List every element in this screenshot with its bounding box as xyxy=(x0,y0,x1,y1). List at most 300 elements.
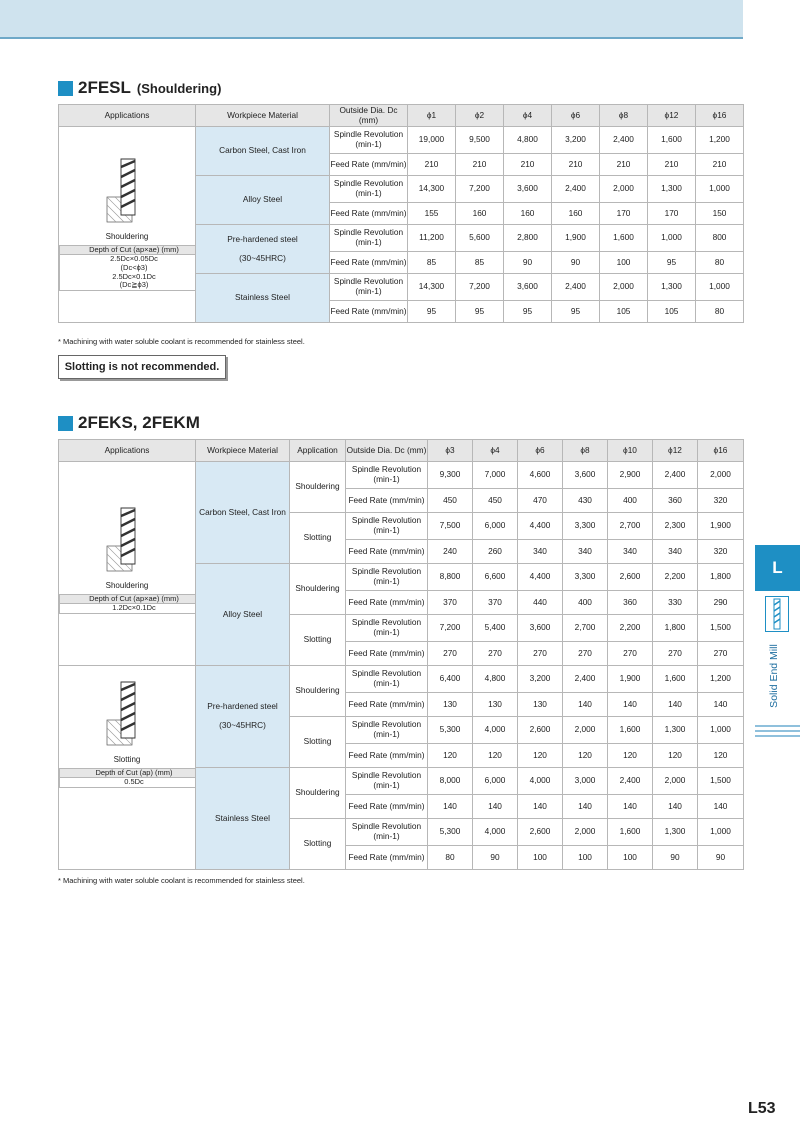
material-name: Pre-hardened steel xyxy=(227,233,298,244)
header-band xyxy=(0,0,743,39)
value-cell: 140 xyxy=(608,795,653,819)
col-material: Workpiece Material xyxy=(196,105,330,127)
value-cell: 4,800 xyxy=(473,666,518,693)
value-cell: 2,400 xyxy=(563,666,608,693)
value-cell: 1,600 xyxy=(600,225,648,252)
value-cell: 1,200 xyxy=(698,666,744,693)
value-cell: 100 xyxy=(563,846,608,870)
feed-label-cell xyxy=(346,795,428,819)
value-cell: 6,600 xyxy=(473,564,518,591)
value-cell: 90 xyxy=(698,846,744,870)
dia-header: ϕ1 xyxy=(408,105,456,127)
shouldering-illustration xyxy=(59,157,195,230)
value-cell: 140 xyxy=(608,693,653,717)
value-cell: 2,000 xyxy=(653,768,698,795)
page-number: L53 xyxy=(748,1100,776,1117)
value-cell: 2,200 xyxy=(608,615,653,642)
spindle-label-cell xyxy=(346,462,428,489)
material-name: Stainless Steel xyxy=(215,812,270,823)
value-cell: 7,200 xyxy=(456,176,504,203)
value-cell: 140 xyxy=(518,795,563,819)
value-cell: 1,600 xyxy=(653,666,698,693)
value-cell: 800 xyxy=(696,225,744,252)
material-cell xyxy=(196,768,290,870)
feed-label-cell xyxy=(346,540,428,564)
value-cell: 3,300 xyxy=(563,513,608,540)
application-name: Shouldering xyxy=(295,481,340,492)
value-cell: 140 xyxy=(698,693,744,717)
material-name: Alloy Steel xyxy=(242,194,283,205)
value-cell: 95 xyxy=(648,252,696,274)
value-cell: 80 xyxy=(428,846,473,870)
dia-header: ϕ8 xyxy=(600,105,648,127)
value-cell: 2,300 xyxy=(653,513,698,540)
material-name: Pre-hardened steel xyxy=(207,701,278,712)
value-cell: 90 xyxy=(653,846,698,870)
depth-header: Depth of Cut (ap) (mm) xyxy=(60,768,209,778)
value-cell: 170 xyxy=(600,203,648,225)
value-cell: 1,500 xyxy=(698,768,744,795)
dia-header: ϕ4 xyxy=(473,440,518,462)
value-cell: 140 xyxy=(653,795,698,819)
value-cell: 2,000 xyxy=(563,819,608,846)
value-cell: 1,000 xyxy=(698,717,744,744)
value-cell: 330 xyxy=(653,591,698,615)
value-cell: 2,000 xyxy=(600,274,648,301)
end-mill-icon xyxy=(765,596,789,632)
depth-header: Depth of Cut (ap×ae) (mm) xyxy=(60,245,209,255)
feed-label-cell xyxy=(330,252,408,274)
illus-caption: Shouldering xyxy=(105,580,149,590)
material-hardness: (30~45HRC) xyxy=(239,252,286,263)
feed-label: Feed Rate (mm/min) xyxy=(348,545,425,556)
value-cell: 5,300 xyxy=(428,819,473,846)
value-cell: 340 xyxy=(563,540,608,564)
spindle-label: Spindle Revolution xyxy=(333,276,404,287)
value-cell: 340 xyxy=(608,540,653,564)
spindle-unit: (min-1) xyxy=(373,729,400,739)
value-cell: 9,500 xyxy=(456,127,504,154)
section1-code: 2FESL xyxy=(78,78,131,97)
depth-of-cut-box xyxy=(59,594,209,614)
depth-header: Depth of Cut (ap×ae) (mm) xyxy=(60,594,209,604)
value-cell: 1,000 xyxy=(696,176,744,203)
spindle-label-cell xyxy=(346,768,428,795)
value-cell: 14,300 xyxy=(408,274,456,301)
value-cell: 2,600 xyxy=(518,819,563,846)
application-cell xyxy=(290,717,346,768)
feed-label: Feed Rate (mm/min) xyxy=(348,800,425,811)
value-cell: 80 xyxy=(696,252,744,274)
application-name: Shouldering xyxy=(295,685,340,696)
table-row xyxy=(59,127,744,154)
value-cell: 95 xyxy=(408,301,456,323)
value-cell: 1,900 xyxy=(608,666,653,693)
value-cell: 1,500 xyxy=(698,615,744,642)
value-cell: 270 xyxy=(653,642,698,666)
spindle-label: Spindle Revolution xyxy=(333,178,404,189)
value-cell: 5,600 xyxy=(456,225,504,252)
value-cell: 120 xyxy=(698,744,744,768)
value-cell: 1,200 xyxy=(696,127,744,154)
side-tab-l[interactable]: L xyxy=(755,545,800,591)
value-cell: 140 xyxy=(563,693,608,717)
illus-caption: Shouldering xyxy=(105,231,149,241)
value-cell: 155 xyxy=(408,203,456,225)
value-cell: 100 xyxy=(518,846,563,870)
application-name: Slotting xyxy=(303,838,332,849)
value-cell: 85 xyxy=(456,252,504,274)
material-name: Carbon Steel, Cast Iron xyxy=(199,506,286,517)
value-cell: 360 xyxy=(608,591,653,615)
value-cell: 2,900 xyxy=(608,462,653,489)
value-cell: 1,600 xyxy=(648,127,696,154)
value-cell: 1,800 xyxy=(698,564,744,591)
material-hardness: (30~45HRC) xyxy=(219,720,266,731)
value-cell: 270 xyxy=(428,642,473,666)
value-cell: 7,500 xyxy=(428,513,473,540)
value-cell: 105 xyxy=(648,301,696,323)
feed-label: Feed Rate (mm/min) xyxy=(348,749,425,760)
feed-label: Feed Rate (mm/min) xyxy=(330,256,407,267)
application-cell xyxy=(290,462,346,513)
value-cell: 2,400 xyxy=(653,462,698,489)
value-cell: 3,600 xyxy=(563,462,608,489)
value-cell: 1,000 xyxy=(698,819,744,846)
value-cell: 120 xyxy=(428,744,473,768)
material-cell xyxy=(196,564,290,666)
value-cell: 90 xyxy=(552,252,600,274)
value-cell: 19,000 xyxy=(408,127,456,154)
value-cell: 1,000 xyxy=(648,225,696,252)
value-cell: 4,000 xyxy=(518,768,563,795)
section-marker-icon xyxy=(58,416,73,431)
value-cell: 2,700 xyxy=(608,513,653,540)
dia-header: ϕ16 xyxy=(696,105,744,127)
spindle-unit: (min-1) xyxy=(373,525,400,535)
value-cell: 370 xyxy=(428,591,473,615)
material-name: Carbon Steel, Cast Iron xyxy=(219,145,306,156)
value-cell: 290 xyxy=(698,591,744,615)
spindle-label-cell xyxy=(346,819,428,846)
depth-cond: (Dc<ϕ3) xyxy=(120,262,148,272)
value-cell: 3,000 xyxy=(563,768,608,795)
dia-header: ϕ6 xyxy=(552,105,600,127)
feed-label-cell xyxy=(346,693,428,717)
feed-label: Feed Rate (mm/min) xyxy=(348,596,425,607)
value-cell: 85 xyxy=(408,252,456,274)
value-cell: 1,600 xyxy=(608,819,653,846)
value-cell: 400 xyxy=(563,591,608,615)
depth-value: 2.5Dc×0.1Dc xyxy=(112,271,156,281)
value-cell: 210 xyxy=(456,154,504,176)
value-cell: 1,800 xyxy=(653,615,698,642)
value-cell: 7,000 xyxy=(473,462,518,489)
application-name: Slotting xyxy=(303,634,332,645)
value-cell: 240 xyxy=(428,540,473,564)
value-cell: 2,000 xyxy=(698,462,744,489)
value-cell: 270 xyxy=(518,642,563,666)
value-cell: 370 xyxy=(473,591,518,615)
value-cell: 2,400 xyxy=(552,176,600,203)
value-cell: 7,200 xyxy=(428,615,473,642)
col-applications: Applications xyxy=(59,105,196,127)
value-cell: 210 xyxy=(600,154,648,176)
value-cell: 4,000 xyxy=(473,717,518,744)
value-cell: 1,300 xyxy=(648,176,696,203)
spindle-label-cell xyxy=(346,564,428,591)
slotting-not-recommended: Slotting is not recommended. xyxy=(58,355,226,379)
value-cell: 120 xyxy=(518,744,563,768)
value-cell: 100 xyxy=(600,252,648,274)
feed-label-cell xyxy=(346,642,428,666)
value-cell: 140 xyxy=(428,795,473,819)
value-cell: 120 xyxy=(653,744,698,768)
feed-label-cell xyxy=(346,591,428,615)
spindle-label: Spindle Revolution xyxy=(333,129,404,140)
value-cell: 160 xyxy=(456,203,504,225)
spindle-unit: (min-1) xyxy=(355,188,382,198)
value-cell: 270 xyxy=(473,642,518,666)
value-cell: 3,200 xyxy=(518,666,563,693)
spindle-unit: (min-1) xyxy=(355,286,382,296)
feed-label-cell xyxy=(346,489,428,513)
value-cell: 140 xyxy=(473,795,518,819)
feed-label-cell xyxy=(330,203,408,225)
value-cell: 4,600 xyxy=(518,462,563,489)
material-cell xyxy=(196,666,290,768)
value-cell: 160 xyxy=(504,203,552,225)
depth-value: 0.5Dc xyxy=(60,778,209,788)
spindle-label: Spindle Revolution xyxy=(351,464,422,475)
value-cell: 360 xyxy=(653,489,698,513)
value-cell: 450 xyxy=(473,489,518,513)
value-cell: 90 xyxy=(473,846,518,870)
col-application: Application xyxy=(290,440,346,462)
value-cell: 105 xyxy=(600,301,648,323)
shouldering-illustration xyxy=(59,506,195,579)
application-cell xyxy=(290,819,346,870)
feed-label-cell xyxy=(346,846,428,870)
end-mill-icon xyxy=(97,157,157,227)
value-cell: 210 xyxy=(648,154,696,176)
applications-cell xyxy=(59,127,196,323)
table-2feks xyxy=(58,439,744,870)
value-cell: 6,400 xyxy=(428,666,473,693)
value-cell: 270 xyxy=(563,642,608,666)
value-cell: 8,000 xyxy=(428,768,473,795)
value-cell: 320 xyxy=(698,489,744,513)
spindle-label: Spindle Revolution xyxy=(351,821,422,832)
material-cell xyxy=(196,225,330,274)
depth-cond: (Dc≧ϕ3) xyxy=(119,280,149,290)
value-cell: 120 xyxy=(473,744,518,768)
feed-label-cell xyxy=(346,744,428,768)
feed-label: Feed Rate (mm/min) xyxy=(348,494,425,505)
value-cell: 7,200 xyxy=(456,274,504,301)
value-cell: 3,600 xyxy=(504,176,552,203)
spindle-label-cell xyxy=(346,513,428,540)
value-cell: 2,600 xyxy=(608,564,653,591)
value-cell: 90 xyxy=(504,252,552,274)
feed-label: Feed Rate (mm/min) xyxy=(348,647,425,658)
dia-header: ϕ12 xyxy=(648,105,696,127)
value-cell: 340 xyxy=(653,540,698,564)
value-cell: 210 xyxy=(504,154,552,176)
material-name: Alloy Steel xyxy=(222,608,263,619)
value-cell: 1,900 xyxy=(698,513,744,540)
value-cell: 4,400 xyxy=(518,513,563,540)
value-cell: 270 xyxy=(698,642,744,666)
spindle-label-cell xyxy=(346,717,428,744)
applications-cell-shouldering xyxy=(59,462,196,666)
end-mill-icon xyxy=(97,680,157,750)
depth-of-cut-box xyxy=(59,245,209,291)
spindle-label: Spindle Revolution xyxy=(351,515,422,526)
value-cell: 3,600 xyxy=(518,615,563,642)
dia-header: ϕ10 xyxy=(608,440,653,462)
material-cell xyxy=(196,462,290,564)
value-cell: 2,400 xyxy=(552,274,600,301)
feed-label: Feed Rate (mm/min) xyxy=(348,698,425,709)
value-cell: 2,400 xyxy=(608,768,653,795)
value-cell: 1,300 xyxy=(653,819,698,846)
value-cell: 100 xyxy=(608,846,653,870)
spindle-unit: (min-1) xyxy=(373,627,400,637)
material-cell xyxy=(196,274,330,323)
value-cell: 3,600 xyxy=(504,274,552,301)
value-cell: 95 xyxy=(552,301,600,323)
material-name: Stainless Steel xyxy=(235,292,290,303)
note-stainless: * Machining with water soluble coolant is recommended for stainless steel. xyxy=(58,337,305,346)
value-cell: 270 xyxy=(608,642,653,666)
value-cell: 130 xyxy=(518,693,563,717)
value-cell: 430 xyxy=(563,489,608,513)
value-cell: 130 xyxy=(473,693,518,717)
spindle-unit: (min-1) xyxy=(373,474,400,484)
value-cell: 9,300 xyxy=(428,462,473,489)
application-name: Shouldering xyxy=(295,583,340,594)
value-cell: 5,400 xyxy=(473,615,518,642)
material-cell xyxy=(196,127,330,176)
application-cell xyxy=(290,564,346,615)
spindle-unit: (min-1) xyxy=(355,237,382,247)
spindle-label: Spindle Revolution xyxy=(351,668,422,679)
col-material: Workpiece Material xyxy=(196,440,290,462)
value-cell: 2,400 xyxy=(600,127,648,154)
application-cell xyxy=(290,666,346,717)
value-cell: 95 xyxy=(504,301,552,323)
value-cell: 140 xyxy=(653,693,698,717)
feed-label: Feed Rate (mm/min) xyxy=(330,305,407,316)
value-cell: 14,300 xyxy=(408,176,456,203)
table-2fesl xyxy=(58,104,744,323)
spindle-label: Spindle Revolution xyxy=(351,770,422,781)
dia-header: ϕ4 xyxy=(504,105,552,127)
feed-label: Feed Rate (mm/min) xyxy=(330,158,407,169)
dia-header: ϕ16 xyxy=(698,440,744,462)
value-cell: 210 xyxy=(696,154,744,176)
value-cell: 11,200 xyxy=(408,225,456,252)
value-cell: 450 xyxy=(428,489,473,513)
value-cell: 1,300 xyxy=(648,274,696,301)
material-cell xyxy=(196,176,330,225)
spindle-label-cell xyxy=(346,666,428,693)
value-cell: 3,200 xyxy=(552,127,600,154)
side-stripes xyxy=(755,725,800,740)
applications-cell-slotting xyxy=(59,666,196,870)
spindle-unit: (min-1) xyxy=(373,678,400,688)
value-cell: 160 xyxy=(552,203,600,225)
value-cell: 170 xyxy=(648,203,696,225)
value-cell: 4,400 xyxy=(518,564,563,591)
col-applications: Applications xyxy=(59,440,196,462)
value-cell: 95 xyxy=(456,301,504,323)
application-cell xyxy=(290,615,346,666)
value-cell: 470 xyxy=(518,489,563,513)
table-row xyxy=(59,666,744,693)
feed-label-cell xyxy=(330,301,408,323)
col-outside-dia: Outside Dia. Dc (mm) xyxy=(330,105,408,127)
value-cell: 2,600 xyxy=(518,717,563,744)
value-cell: 440 xyxy=(518,591,563,615)
dia-header: ϕ12 xyxy=(653,440,698,462)
value-cell: 120 xyxy=(608,744,653,768)
section2-title xyxy=(58,413,200,433)
slotting-illustration xyxy=(59,680,195,753)
value-cell: 340 xyxy=(518,540,563,564)
value-cell: 140 xyxy=(563,795,608,819)
value-cell: 260 xyxy=(473,540,518,564)
value-cell: 2,700 xyxy=(563,615,608,642)
value-cell: 150 xyxy=(696,203,744,225)
spindle-label-cell xyxy=(330,176,408,203)
section2-code: 2FEKS, 2FEKM xyxy=(78,413,200,432)
value-cell: 6,000 xyxy=(473,768,518,795)
application-name: Slotting xyxy=(303,736,332,747)
value-cell: 2,800 xyxy=(504,225,552,252)
spindle-label: Spindle Revolution xyxy=(333,227,404,238)
depth-value: 2.5Dc×0.05Dc xyxy=(110,254,158,264)
application-name: Shouldering xyxy=(295,787,340,798)
feed-label-cell xyxy=(330,154,408,176)
value-cell: 1,300 xyxy=(653,717,698,744)
value-cell: 400 xyxy=(608,489,653,513)
illus-caption: Slotting xyxy=(113,754,141,764)
value-cell: 320 xyxy=(698,540,744,564)
dia-header: ϕ2 xyxy=(456,105,504,127)
spindle-unit: (min-1) xyxy=(373,576,400,586)
spindle-label-cell xyxy=(330,127,408,154)
value-cell: 210 xyxy=(552,154,600,176)
value-cell: 1,000 xyxy=(696,274,744,301)
feed-label: Feed Rate (mm/min) xyxy=(348,851,425,862)
section1-title xyxy=(58,78,221,98)
col-outside-dia: Outside Dia. Dc (mm) xyxy=(346,440,428,462)
spindle-label: Spindle Revolution xyxy=(351,719,422,730)
dia-header: ϕ6 xyxy=(518,440,563,462)
table-row xyxy=(59,462,744,489)
value-cell: 140 xyxy=(698,795,744,819)
spindle-label: Spindle Revolution xyxy=(351,617,422,628)
application-name: Slotting xyxy=(303,532,332,543)
spindle-label-cell xyxy=(330,274,408,301)
value-cell: 4,800 xyxy=(504,127,552,154)
spindle-label: Spindle Revolution xyxy=(351,566,422,577)
feed-label: Feed Rate (mm/min) xyxy=(330,207,407,218)
section-marker-icon xyxy=(58,81,73,96)
value-cell: 120 xyxy=(563,744,608,768)
